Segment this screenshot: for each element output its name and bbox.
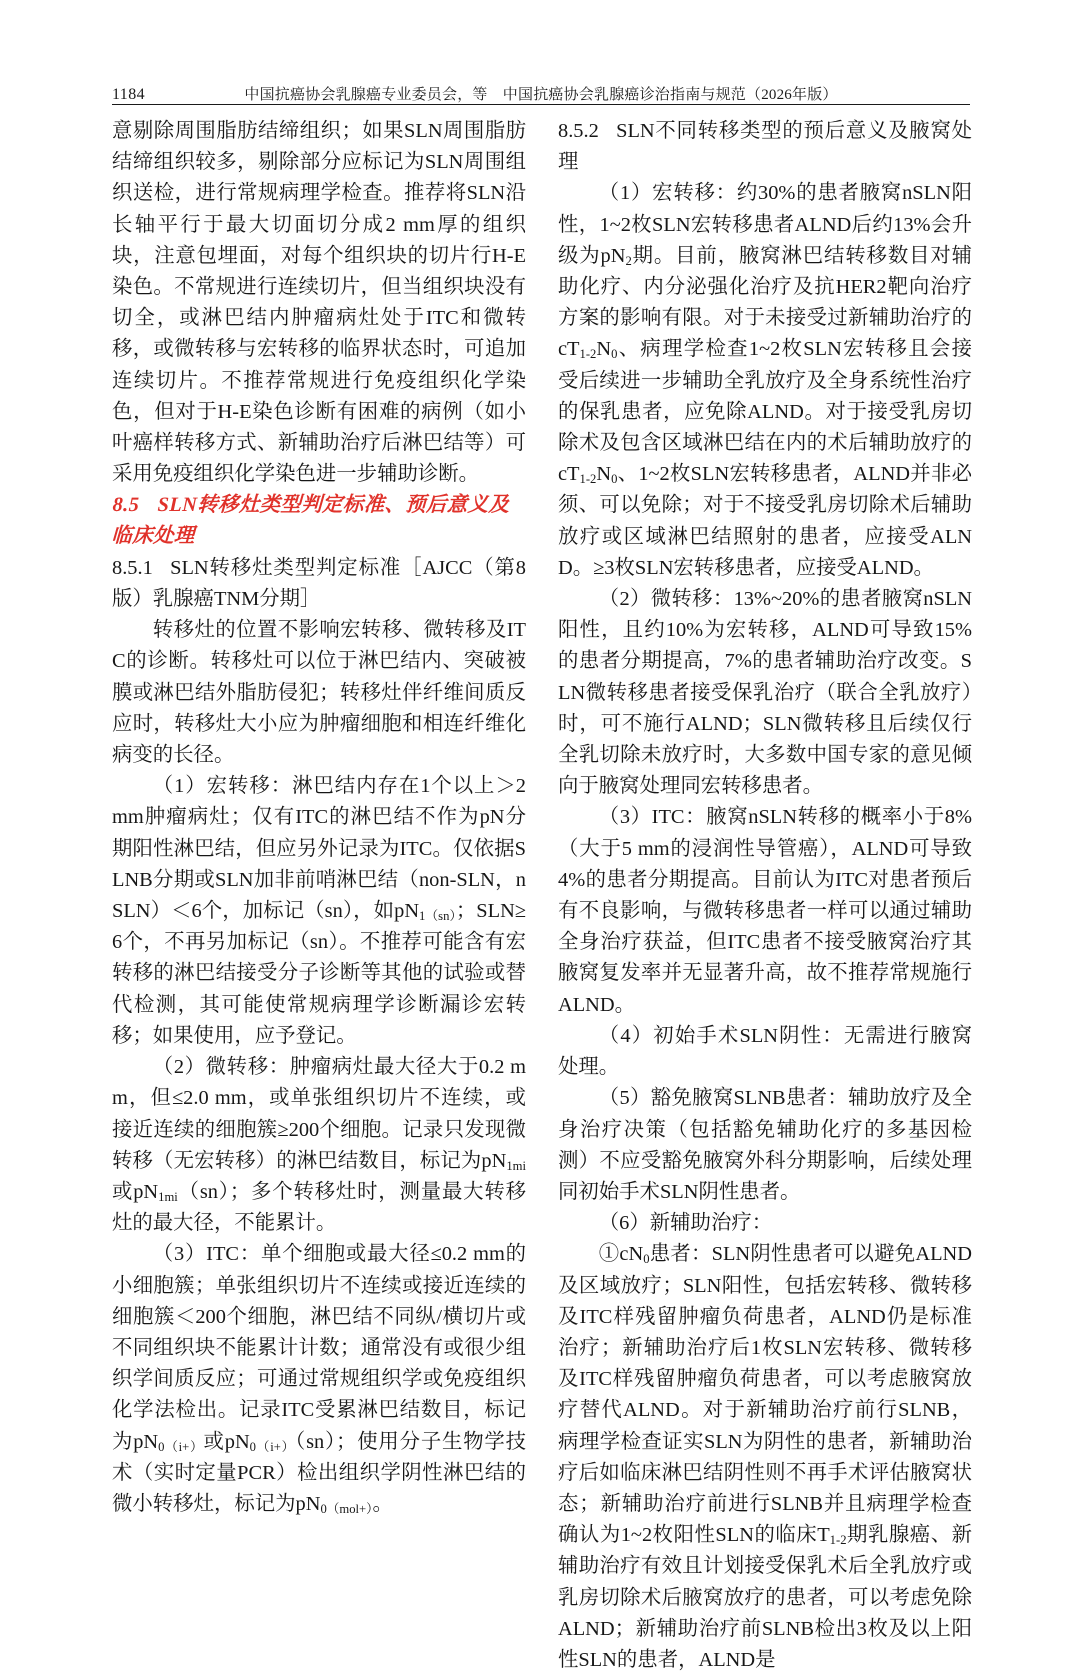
item-text-itc-d: 。 (372, 1492, 393, 1515)
body-columns (111, 116, 973, 1671)
label-cn0: cN (619, 1243, 644, 1266)
heading-8-5-1-title: SLN转移灶类型判定标准［AJCC（第8版）乳腺癌TNM分期］ (112, 556, 526, 611)
list-item-itc-prognosis (558, 802, 972, 1020)
subscript-n0-cn0: 0 (643, 1252, 650, 1267)
marker-circled-one: ① (598, 1243, 620, 1266)
list-item-neoadjuvant-cn0 (558, 1239, 972, 1676)
subscript-pn1mi-1: 1mi (506, 1158, 526, 1173)
list-item-itc (112, 1239, 526, 1520)
item-label-macro-prog: （1）宏转移： (598, 182, 737, 205)
paragraph-continued-sln-handling: 意剔除周围脂肪结缔组织；如果SLN周围脂肪结缔组织较多，剔除部分应标记为SLN周围组织送检，进行常规病理学检查。推荐将SLN沿长轴平行于最大切面切分成2 mm厚的组织块，注意包埋面，对每个组织块的切片行H-E染色。不常规进行连续切片，但当组织块没有切全，或淋巴结内肿瘤病灶处于ITC和微转移，或微转移与宏转移的临界状态时，可追加连续切片。不推荐常规进行免疫组织化学染色，但对于H-E染色诊断有困难的病例（如小叶癌样转移方式、新辅助治疗后淋巴结等）可采用免疫组织化学染色进一步辅助诊断。 (112, 120, 526, 486)
list-item-neoadjuvant (558, 1208, 972, 1239)
list-item-macrometastasis (112, 771, 526, 1052)
subscript-pn1sn: 1（sn） (419, 908, 456, 923)
subscript-ct12-2: 1-2 (579, 472, 597, 487)
item-text-macro-b: ；SLN≥6个，不再另加标记（sn）。不推荐可能含有宏转移的淋巴结接受分子诊断等其他的试验或替代检测，其可能使常规病理学诊断漏诊宏转移；如果使用，应予登记。 (112, 900, 526, 1047)
heading-8-5 (111, 490, 527, 552)
subscript-ct12-1: 1-2 (579, 347, 597, 362)
item-text-itc-b: 或pN (203, 1430, 250, 1453)
list-item-sln-negative (558, 1021, 972, 1083)
list-item-micrometastasis (112, 1052, 526, 1239)
item-text-macro-a: 淋巴结内存在1个以上＞2 mm肿瘤病灶；仅有ITC的淋巴结不作为pN分期阳性淋巴结，但应另外记录为ITC。仅依据SLNB分期或SLN加非前哨淋巴结（non-SLN，nSLN）＜6个，加标记（sn），如pN (112, 775, 526, 923)
item-text-macro-prog-d: 、病理学检查1~2枚SLN宏转移且会接受后续进一步辅助全乳放疗及全身系统性治疗的保乳患者，应免除ALND。对于接受乳房切除术及包含区域淋巴结在内的术后辅助放疗的cT (558, 338, 972, 486)
heading-8-5-title: SLN转移灶类型判定标准、预后意义及临床处理 (111, 494, 510, 548)
item-label-exempt-slnb: （5）豁免腋窝SLNB患者： (598, 1087, 849, 1110)
item-text-neo-a: SLN阴性患者可以避免ALND及区域放疗；SLN阳性，包括宏转移、微转移及ITC样残留肿瘤负荷患者，ALND仍是标准治疗；新辅助治疗后1枚SLN宏转移、微转移及ITC样残留肿瘤负荷患者，可以考虑腋窝放疗替代ALND。对于新辅助治疗前行SLNB，病理学检查证实SLN为阴性的患者，新辅助治疗后如临床淋巴结阴性则不再手术评估腋窝状态；新辅助治疗前进行SLNB并且病理学检查确认为1~2枚阳性SLN的临床T (558, 1243, 973, 1547)
item-label-micro: （2）微转移： (152, 1056, 290, 1079)
item-text-macro-prog-c: N (596, 338, 612, 361)
page-folio: 1184 (112, 86, 146, 103)
item-text-micro-b: 或pN (112, 1180, 159, 1203)
item-label-neoadjuvant: （6）新辅助治疗： (598, 1212, 773, 1235)
item-text-macro-prog-e: N (596, 463, 612, 486)
heading-8-5-2-title: SLN不同转移类型的预后意义及腋窝处理 (558, 120, 972, 174)
item-label-macro: （1）宏转移： (152, 775, 293, 798)
list-item-exempt-slnb (558, 1083, 972, 1208)
subscript-pn1mi-2: 1mi (158, 1189, 178, 1204)
running-head (112, 78, 970, 104)
subscript-pn2: 2 (625, 253, 632, 268)
subscript-pn0mol: 0（mol+） (320, 1501, 373, 1516)
heading-8-5-2-number: 8.5.2 (558, 120, 599, 142)
column-left (111, 116, 526, 1516)
heading-8-5-1-number: 8.5.1 (112, 556, 153, 579)
subscript-n0-1: 0 (611, 347, 618, 362)
item-text-macro-prog-f: 、1~2枚SLN宏转移患者，ALND并非必须、可以免除；对于不接受乳房切除术后辅助放疗或区域淋巴结照射的患者，应接受ALND。≥3枚SLN宏转移患者，应接受ALND。 (558, 463, 972, 579)
item-text-micro-a: 肿瘤病灶最大径大于0.2 mm，但≤2.0 mm，或单张组织切片不连续，或接近连续的细胞簇≥200个细胞。记录只发现微转移（无宏转移）的淋巴结数目，标记为pN (112, 1056, 526, 1172)
item-text-micro-c: （sn）；多个转移灶时，测量最大转移灶的最大径，不能累计。 (112, 1180, 526, 1235)
item-text-macro-prog-b: 期。目前，腋窝淋巴结转移数目对辅助化疗、内分泌强化治疗及抗HER2靶向治疗方案的影响有限。对于未接受过新辅助治疗的cT (558, 244, 973, 361)
paragraph-851-intro: 转移灶的位置不影响宏转移、微转移及ITC的诊断。转移灶可以位于淋巴结内、突破被膜或淋巴结外脂肪侵犯；转移灶伴纤维间质反应时，转移灶大小应为肿瘤细胞和相连纤维化病变的长径。 (112, 619, 526, 767)
item-label-itc-prog: （3）ITC： (598, 806, 707, 829)
heading-8-5-1 (112, 553, 526, 615)
list-item-macro-prognosis (558, 178, 972, 584)
column-right (558, 116, 973, 1671)
item-label-micro-prog: （2）微转移： (598, 588, 734, 611)
subscript-t12: 1-2 (829, 1532, 847, 1547)
header-rule (112, 104, 970, 105)
heading-8-5-number: 8.5 (112, 494, 140, 517)
item-text-itc-a: 单个细胞或最大径≤0.2 mm的小细胞簇；单张组织切片不连续或接近连续的细胞簇＜200个细胞，淋巴结不同纵/横切片或不同组织块不能累计计数；通常没有或很少组织学间质反应；可通过常规组织学或免疫组织化学法检出。记录ITC受累淋巴结数目，标记为pN (112, 1243, 526, 1453)
item-text-neo-b: 期乳腺癌、新辅助治疗有效且计划接受保乳术后全乳放疗或乳房切除术后腋窝放疗的患者，可以考虑免除ALND；新辅助治疗前SLNB检出3枚及以上阳性SLN的患者，ALND是 (558, 1524, 972, 1671)
list-item-micro-prognosis (558, 584, 972, 802)
item-text-micro-prog: 13%~20%的患者腋窝nSLN阳性，且约10%为宏转移，ALND可导致15%的患者分期提高，7%的患者辅助治疗改变。SLN微转移患者接受保乳治疗（联合全乳放疗）时，可不施行ALND；SLN微转移且后续仅行全乳切除未放疗时，大多数中国专家的意见倾向于腋窝处理同宏转移患者。 (558, 588, 973, 798)
subscript-pn0ip-2: 0（i+） (249, 1439, 296, 1454)
item-text-macro-prog-a: 约30%的患者腋窝nSLN阳性，1~2枚SLN宏转移患者ALND后约13%会升级为pN (558, 182, 972, 267)
running-head-title: 中国抗癌协会乳腺癌专业委员会，等 中国抗癌协会乳腺癌诊治指南与规范（2026年版） (244, 87, 838, 103)
subscript-pn0ip-1: 0（i+） (158, 1439, 204, 1454)
label-cn0-tail: 患者： (649, 1243, 712, 1266)
item-text-itc-c: （sn）；使用分子生物学技术（实时定量PCR）检出组织学阴性淋巴结的微小转移灶，标记为pN (112, 1430, 526, 1515)
subscript-n0-2: 0 (611, 472, 618, 487)
heading-8-5-2 (558, 116, 972, 178)
item-label-itc: （3）ITC： (152, 1243, 261, 1266)
item-text-sln-negative: 无需进行腋窝处理。 (558, 1024, 973, 1079)
item-text-exempt-slnb: 辅助放疗及全身治疗决策（包括豁免辅助化疗的多基因检测）不应受豁免腋窝外科分期影响，后续处理同初始手术SLN阴性患者。 (558, 1087, 972, 1203)
item-text-itc-prog: 腋窝nSLN转移的概率小于8%（大于5 mm的浸润性导管癌），ALND可导致4%的患者分期提高。目前认为ITC对患者预后有不良影响，与微转移患者一样可以通过辅助全身治疗获益，但ITC患者不接受腋窝治疗其腋窝复发率并无显著升高，故不推荐常规施行ALND。 (558, 806, 972, 1016)
item-label-sln-negative: （4）初始手术SLN阴性： (598, 1024, 844, 1047)
